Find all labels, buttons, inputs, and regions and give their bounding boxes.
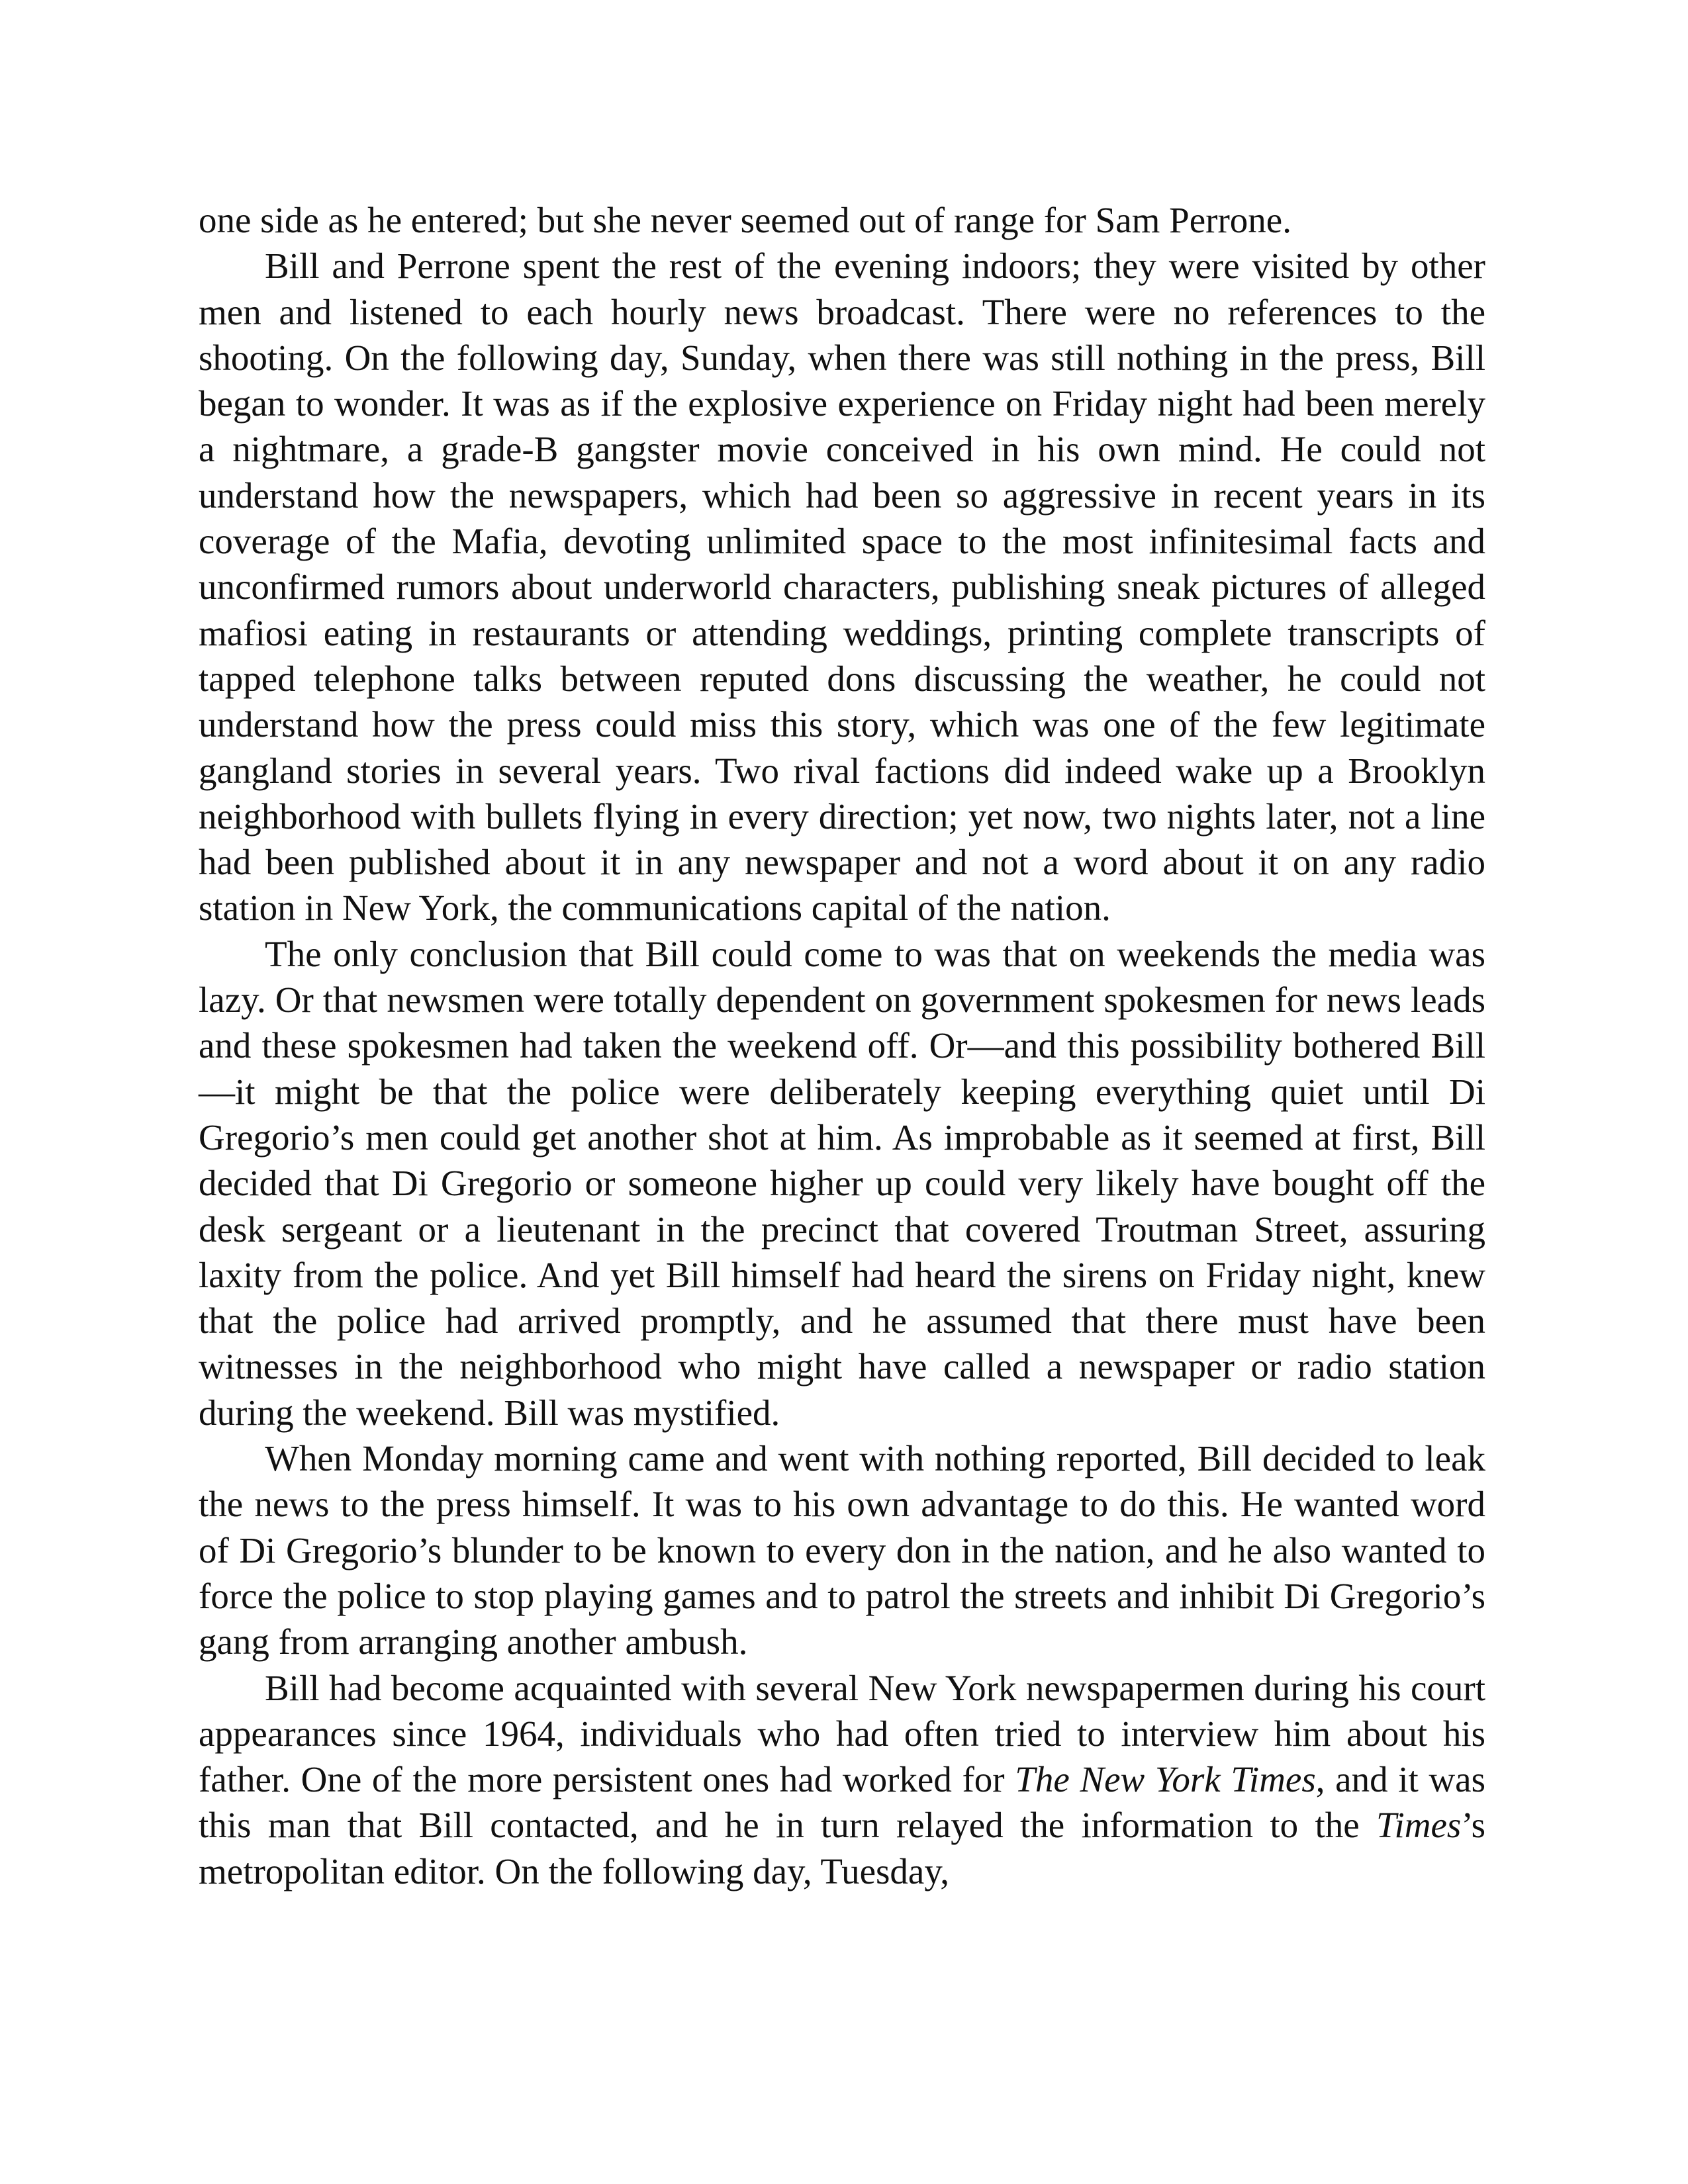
text-run: ’s metropolitan editor. On the following day, Tuesday, — [199, 1805, 1485, 1891]
italic-title: Times — [1376, 1805, 1462, 1846]
paragraph: The only conclusion that Bill could come to was that on weekends the media was lazy. Or that newsmen were totally dependent on government spokesmen for news leads and these spokesmen had taken the weekend off. Or—and this possibility bothered Bill—it might be that the police were deliberately keeping everything quiet until Di Gregorio’s men could get another shot at him. As improbable as it seemed at first, Bill decided that Di Gregorio or someone higher up could very likely have bought off the desk sergeant or a lieutenant in the precinct that covered Troutman Street, assuring laxity from the police. And yet Bill himself had heard the sirens on Friday night, knew that the police had arrived promptly, and he assumed that there must have been witnesses in the neighborhood who might have called a newspaper or radio station during the weekend. Bill was mystified. — [199, 933, 1485, 1433]
paragraph: When Monday morning came and went with nothing reported, Bill decided to leak the news to the press himself. It was to his own advantage to do this. He wanted word of Di Gregorio’s blunder to be known to every don in the nation, and he also wanted to force the police to stop playing games and to patrol the streets and inhibit Di Gregorio’s gang from arranging another ambush. — [199, 1438, 1485, 1662]
paragraph — [199, 1665, 1485, 1894]
text-run: Bill had become acquainted with several New York newspapermen during his court appearances since 1964, individuals who had often tried to interview him about his father. One of the more persistent ones had worked for — [199, 1667, 1485, 1800]
italic-title: The New York Times — [1015, 1759, 1316, 1800]
body-text — [199, 197, 1485, 1894]
paragraph: Bill and Perrone spent the rest of the evening indoors; they were visited by other men and listened to each hourly news broadcast. There were no references to the shooting. On the following day, Sunday, when there was still nothing in the press, Bill began to wonder. It was as if the explosive experience on Friday night had been merely a nightmare, a grade-B gangster movie conceived in his own mind. He could not understand how the newspapers, which had been so aggressive in recent years in its coverage of the Mafia, devoting unlimited space to the most infinitesimal facts and unconfirmed rumors about underworld characters, publishing sneak pictures of alleged mafiosi eating in restaurants or attending weddings, printing complete transcripts of tapped telephone talks between reputed dons discussing the weather, he could not understand how the press could miss this story, which was one of the few legitimate gangland stories in several years. Two rival factions did indeed wake up a Brooklyn neighborhood with bullets flying in every direction; yet now, two nights later, not a line had been published about it in any newspaper and not a word about it on any radio station in New York, the communications capital of the nation. — [199, 246, 1485, 929]
paragraph-continued: one side as he entered; but she never seemed out of range for Sam Perrone. — [199, 200, 1291, 240]
text-run: , and it was this man that Bill contacted, and he in turn relayed the information to the — [199, 1759, 1485, 1846]
